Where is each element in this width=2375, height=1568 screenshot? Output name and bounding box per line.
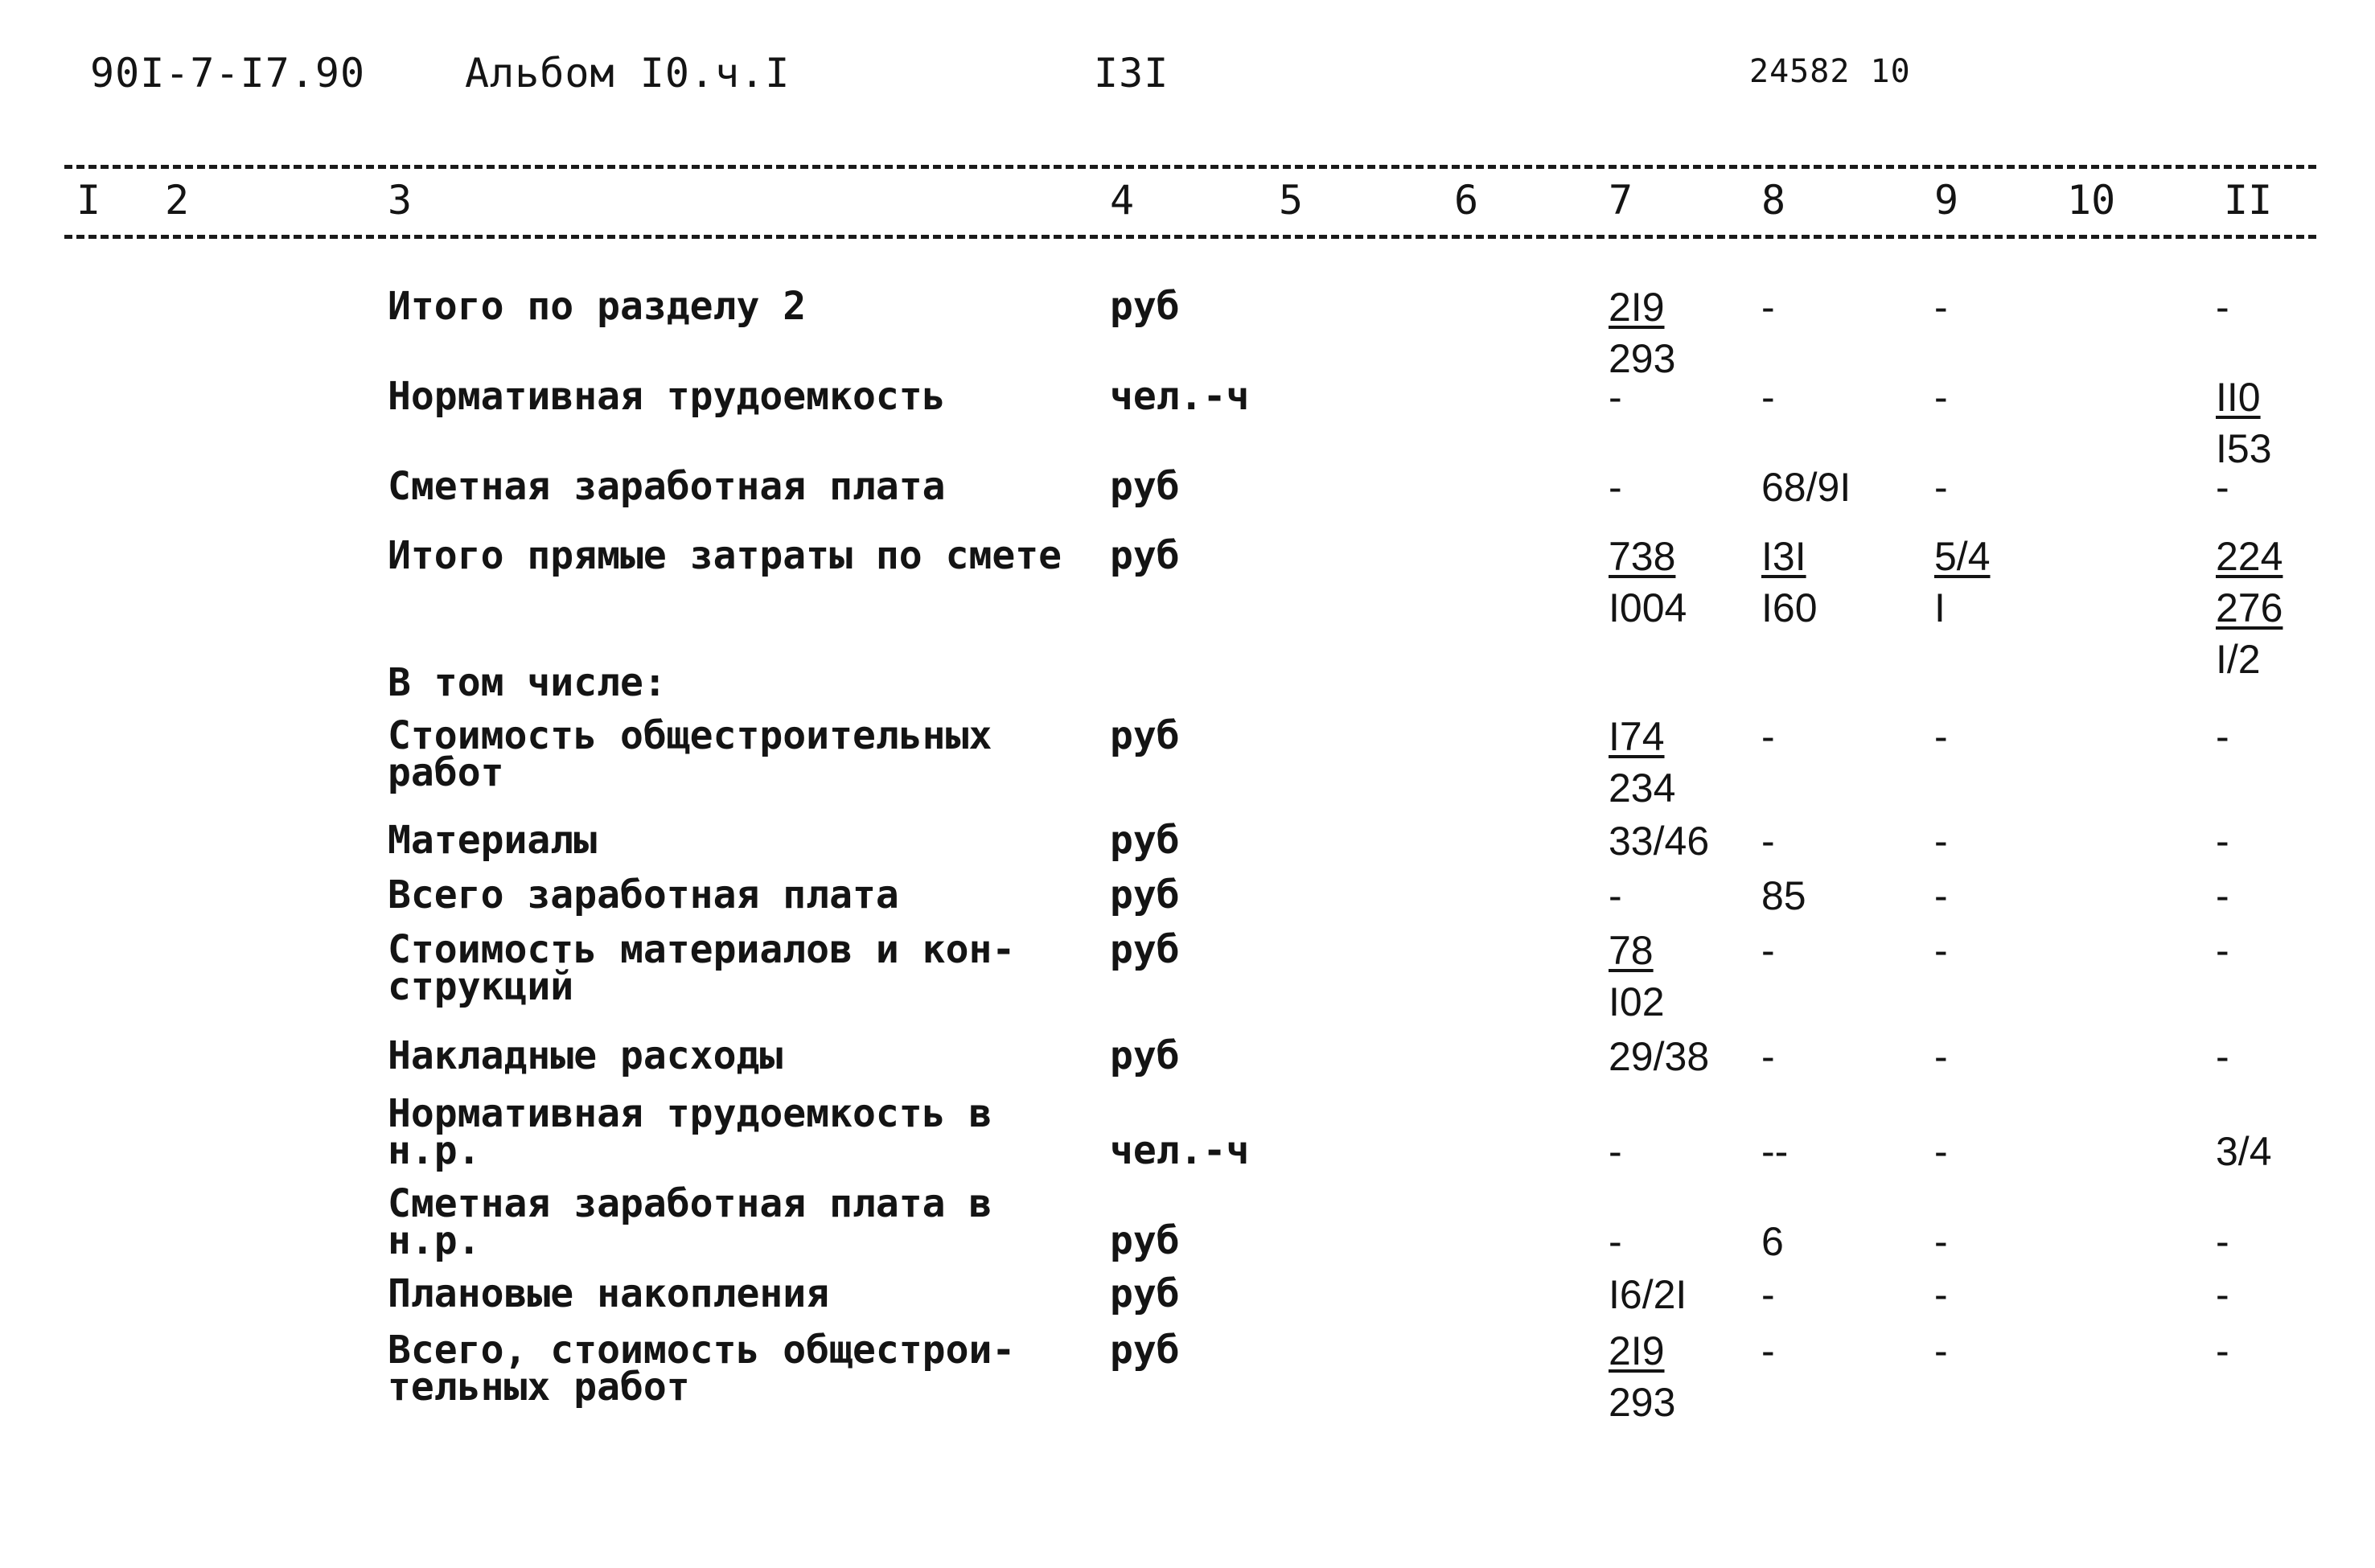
row-unit: руб	[1110, 284, 1180, 329]
col7-value: -	[1609, 375, 1622, 420]
col8-value: --	[1761, 1129, 1789, 1174]
fraction-denominator: I	[1934, 585, 1946, 630]
col-number-6: 6	[1454, 177, 1479, 224]
col8-fraction	[1761, 531, 1818, 634]
fraction-numerator: II0	[2216, 375, 2261, 420]
fraction-numerator: I74	[1609, 714, 1665, 759]
col7-value: 29/38	[1609, 1034, 1710, 1079]
fraction-numerator: 5/4	[1934, 534, 1991, 579]
row-unit: руб	[1110, 713, 1180, 758]
col8-value: -	[1761, 928, 1775, 973]
col8-value: -	[1761, 1034, 1775, 1079]
row-unit: чел.-ч	[1110, 374, 1250, 419]
fraction-numerator: 738	[1609, 534, 1676, 579]
col-number-7: 7	[1609, 177, 1633, 224]
fraction-denominator: I004	[1609, 585, 1687, 630]
col11-value: -	[2216, 819, 2229, 864]
col7-fraction	[1609, 1325, 1675, 1428]
row-description: Сметная заработная плата	[388, 464, 946, 509]
row-description: Сметная заработная плата в н.р.	[388, 1181, 992, 1263]
col9-value: -	[1934, 285, 1948, 330]
fraction-denominator: I02	[1609, 979, 1665, 1024]
col8-value: -	[1761, 819, 1775, 864]
col9-value: -	[1934, 1129, 1948, 1174]
row-unit: руб	[1110, 872, 1180, 917]
col7-fraction	[1609, 281, 1675, 384]
col9-value: -	[1934, 1272, 1948, 1317]
col11-value: -	[2216, 1272, 2229, 1317]
row-unit: руб	[1110, 464, 1180, 509]
row-unit: руб	[1110, 927, 1180, 972]
row-unit: чел.-ч	[1110, 1128, 1250, 1173]
col11-value: -	[2216, 465, 2229, 510]
row-unit: руб	[1110, 1328, 1180, 1373]
col7-value: -	[1609, 465, 1622, 510]
col11-value: -	[2216, 873, 2229, 918]
row-description: В том числе:	[388, 660, 667, 705]
col11-value: -	[2216, 928, 2229, 973]
col8-value: -	[1761, 714, 1775, 759]
table-top-rule	[64, 165, 2316, 169]
row-description: Стоимость общестроительных работ	[388, 713, 992, 795]
document-code: 90I-7-I7.90	[90, 50, 366, 96]
col9-value: -	[1934, 873, 1948, 918]
col9-value: -	[1934, 1328, 1948, 1373]
col11-value: -	[2216, 1328, 2229, 1373]
col11-fraction	[2216, 371, 2272, 474]
col8-value: 85	[1761, 873, 1806, 918]
fraction-denominator: I60	[1761, 585, 1818, 630]
col-number-11: II	[2224, 177, 2273, 224]
col9-value: -	[1934, 714, 1948, 759]
fraction-numerator: 78	[1609, 928, 1654, 973]
col-number-1: I	[76, 177, 101, 224]
col-number-4: 4	[1110, 177, 1135, 224]
row-description: Итого прямые затраты по смете	[388, 533, 1062, 578]
row-description: Накладные расходы	[388, 1033, 783, 1078]
col9-value: -	[1934, 928, 1948, 973]
col9-value: -	[1934, 1034, 1948, 1079]
fraction-numerator: I3I	[1761, 534, 1806, 579]
col8-value: 6	[1761, 1219, 1784, 1264]
row-unit: руб	[1110, 1271, 1180, 1316]
col9-value: -	[1934, 1219, 1948, 1264]
row-description: Всего, стоимость общестрои-тельных работ	[388, 1328, 1016, 1410]
row-unit: руб	[1110, 818, 1180, 863]
inventory-number: 24582 10	[1749, 53, 1911, 90]
fraction-numerator: 2I9	[1609, 1328, 1665, 1373]
col-number-9: 9	[1934, 177, 1959, 224]
col11-value: -	[2216, 714, 2229, 759]
fraction-denominator: 293	[1609, 1380, 1676, 1425]
col9-fraction	[1934, 531, 1991, 634]
row-unit: руб	[1110, 533, 1180, 578]
col7-value: -	[1609, 1129, 1622, 1174]
col7-value: -	[1609, 873, 1622, 918]
col11-value: -	[2216, 285, 2229, 330]
fraction-numerator: 2I9	[1609, 285, 1665, 330]
col7-value: -	[1609, 1219, 1622, 1264]
table-header-rule	[64, 235, 2316, 239]
row-unit: руб	[1110, 1033, 1180, 1078]
col8-value: -	[1761, 285, 1775, 330]
fraction-denominator: 234	[1609, 766, 1676, 811]
col9-value: -	[1934, 465, 1948, 510]
col11-value: -	[2216, 1034, 2229, 1079]
col8-value: -	[1761, 1272, 1775, 1317]
row-description: Материалы	[388, 818, 598, 863]
col7-fraction	[1609, 925, 1665, 1028]
col9-value: -	[1934, 375, 1948, 420]
col-number-5: 5	[1279, 177, 1304, 224]
col7-value: I6/2I	[1609, 1272, 1687, 1317]
row-description: Итого по разделу 2	[388, 284, 807, 329]
col-number-2: 2	[165, 177, 190, 224]
fraction-numerator: 224	[2216, 534, 2283, 579]
row-description: Всего заработная плата	[388, 872, 899, 917]
col7-fraction	[1609, 711, 1675, 814]
col8-value: 68/9I	[1761, 465, 1851, 510]
col-number-3: 3	[388, 177, 413, 224]
col7-value: 33/46	[1609, 819, 1710, 864]
fraction-middle: 276	[2216, 585, 2283, 630]
album-label: Альбом I0.ч.I	[465, 50, 791, 96]
col9-value: -	[1934, 819, 1948, 864]
page-number: I3I	[1094, 50, 1169, 96]
fraction-denominator: 293	[1609, 336, 1676, 381]
row-description: Нормативная трудоемкость в н.р.	[388, 1091, 992, 1173]
col11-fraction	[2216, 531, 2283, 685]
fraction-denominator: I53	[2216, 426, 2272, 471]
col11-value: 3/4	[2216, 1129, 2272, 1174]
col11-value: -	[2216, 1219, 2229, 1264]
row-unit: руб	[1110, 1218, 1180, 1263]
col8-value: -	[1761, 1328, 1775, 1373]
fraction-denominator: I/2	[2216, 637, 2261, 682]
row-description: Нормативная трудоемкость	[388, 374, 946, 419]
col-number-10: 10	[2067, 177, 2116, 224]
col8-value: -	[1761, 375, 1775, 420]
row-description: Плановые накопления	[388, 1271, 830, 1316]
col7-fraction	[1609, 531, 1687, 634]
col-number-8: 8	[1761, 177, 1786, 224]
row-description: Стоимость материалов и кон-струкций	[388, 927, 1016, 1009]
